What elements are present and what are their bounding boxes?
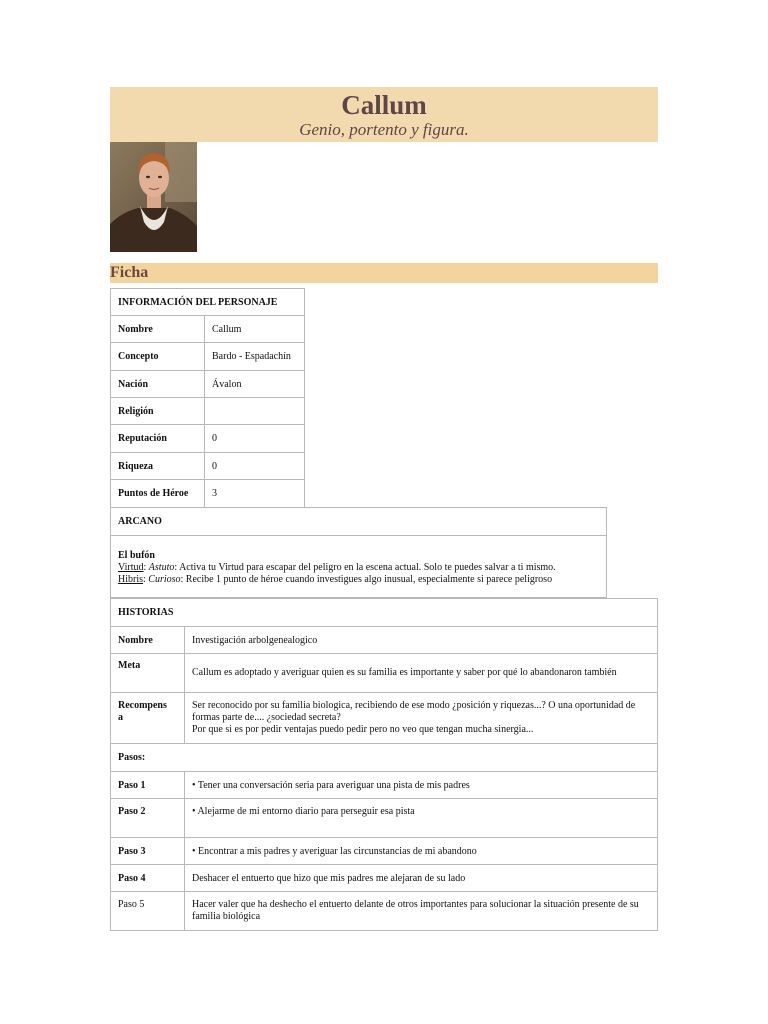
character-name: Callum <box>341 90 427 120</box>
portrait-image <box>110 142 197 252</box>
historias-heading: HISTORIAS <box>111 599 658 627</box>
info-label: Religión <box>111 398 205 425</box>
arcano-hibris: Hibris: Curioso: Recibe 1 punto de héroe cuando investigues algo inusual, especialmente si parece peligroso <box>118 573 553 585</box>
info-label: Riqueza <box>111 453 205 480</box>
info-value: Ávalon <box>205 371 305 398</box>
historias-label: Recompens a <box>111 693 185 744</box>
recompensa-line: Ser reconocido por su familia biologica, recibiendo de ese modo ¿posición y riquezas...? O una oportunidad de formas parte de.... ¿sociedad secreta? <box>192 700 636 723</box>
info-label: Nombre <box>111 316 205 343</box>
info-row <box>111 425 305 453</box>
info-heading: INFORMACIÓN DEL PERSONAJE <box>111 289 305 316</box>
section-title: Ficha <box>110 264 149 281</box>
historias-nombre: Investigación arbolgenealogico <box>185 627 658 654</box>
info-label: Nación <box>111 371 205 398</box>
paso-row <box>111 838 658 865</box>
historias-label: Meta <box>111 654 185 693</box>
paso-label: Paso 1 <box>111 772 185 799</box>
virtud-text: Activa tu Virtud para escapar del peligro en la escena actual. Solo te puedes salvar a ti mismo. <box>177 561 556 573</box>
paso-label: Paso 3 <box>111 838 185 865</box>
info-label: Puntos de Héroe <box>111 480 205 508</box>
info-label: Reputación <box>111 425 205 453</box>
info-row <box>111 343 305 371</box>
info-label: Concepto <box>111 343 205 371</box>
historias-recompensa <box>185 693 658 744</box>
paso-row <box>111 865 658 892</box>
arcano-virtud: Virtud: Astuto: Activa tu Virtud para escapar del peligro en la escena actual. Solo te puedes salvar a ti mismo. <box>118 561 556 573</box>
pasos-heading: Pasos: <box>111 744 658 772</box>
info-value: 0 <box>205 453 305 480</box>
info-value: 3 <box>205 480 305 508</box>
paso-row <box>111 892 658 931</box>
arcano-content <box>111 536 607 598</box>
info-value: 0 <box>205 425 305 453</box>
historias-row <box>111 627 658 654</box>
arcano-heading: ARCANO <box>111 508 607 536</box>
info-row <box>111 480 305 508</box>
historias-meta: Callum es adoptado y averiguar quien es su familia es importante y saber por qué lo abandonaron también <box>185 654 658 693</box>
historias-row <box>111 654 658 693</box>
historias-table <box>110 598 658 931</box>
historias-row <box>111 693 658 744</box>
section-bar-ficha <box>110 263 658 283</box>
info-row <box>111 453 305 480</box>
info-row <box>111 371 305 398</box>
paso-text: • Tener una conversación seria para averiguar una pista de mis padres <box>185 772 658 799</box>
character-header <box>110 87 658 142</box>
hibris-name: Curioso <box>148 573 181 585</box>
paso-label: Paso 2 <box>111 799 185 838</box>
info-row <box>111 316 305 343</box>
hibris-text: Recibe 1 punto de héroe cuando investigues algo inusual, especialmente si parece peligroso <box>183 573 553 585</box>
paso-row <box>111 799 658 838</box>
paso-text: Hacer valer que ha deshecho el entuerto delante de otros importantes para solucionar la situación presente de su familia biológica <box>185 892 658 931</box>
paso-row <box>111 772 658 799</box>
paso-text: • Alejarme de mi entorno diario para perseguir esa pista <box>185 799 658 838</box>
info-value: Bardo - Espadachín <box>205 343 305 371</box>
character-info-table <box>110 288 305 508</box>
info-value: Callum <box>205 316 305 343</box>
info-value <box>205 398 305 425</box>
arcano-name: El bufón <box>118 549 155 561</box>
paso-text: • Encontrar a mis padres y averiguar las circunstancias de mi abandono <box>185 838 658 865</box>
character-portrait <box>110 142 197 252</box>
virtud-label: Virtud <box>118 561 144 573</box>
historias-label: Nombre <box>111 627 185 654</box>
paso-label: Paso 5 <box>111 892 185 931</box>
virtud-name: Astuto <box>148 561 175 573</box>
recompensa-line: Por que si es por pedir ventajas puedo pedir pero no veo que tengan mucha sinergia... <box>192 724 534 735</box>
character-tagline: Genio, portento y figura. <box>299 120 469 139</box>
info-row <box>111 398 305 425</box>
paso-label: Paso 4 <box>111 865 185 892</box>
arcano-table <box>110 507 607 598</box>
hibris-label: Hibris <box>118 573 143 585</box>
paso-text: Deshacer el entuerto que hizo que mis padres me alejaran de su lado <box>185 865 658 892</box>
